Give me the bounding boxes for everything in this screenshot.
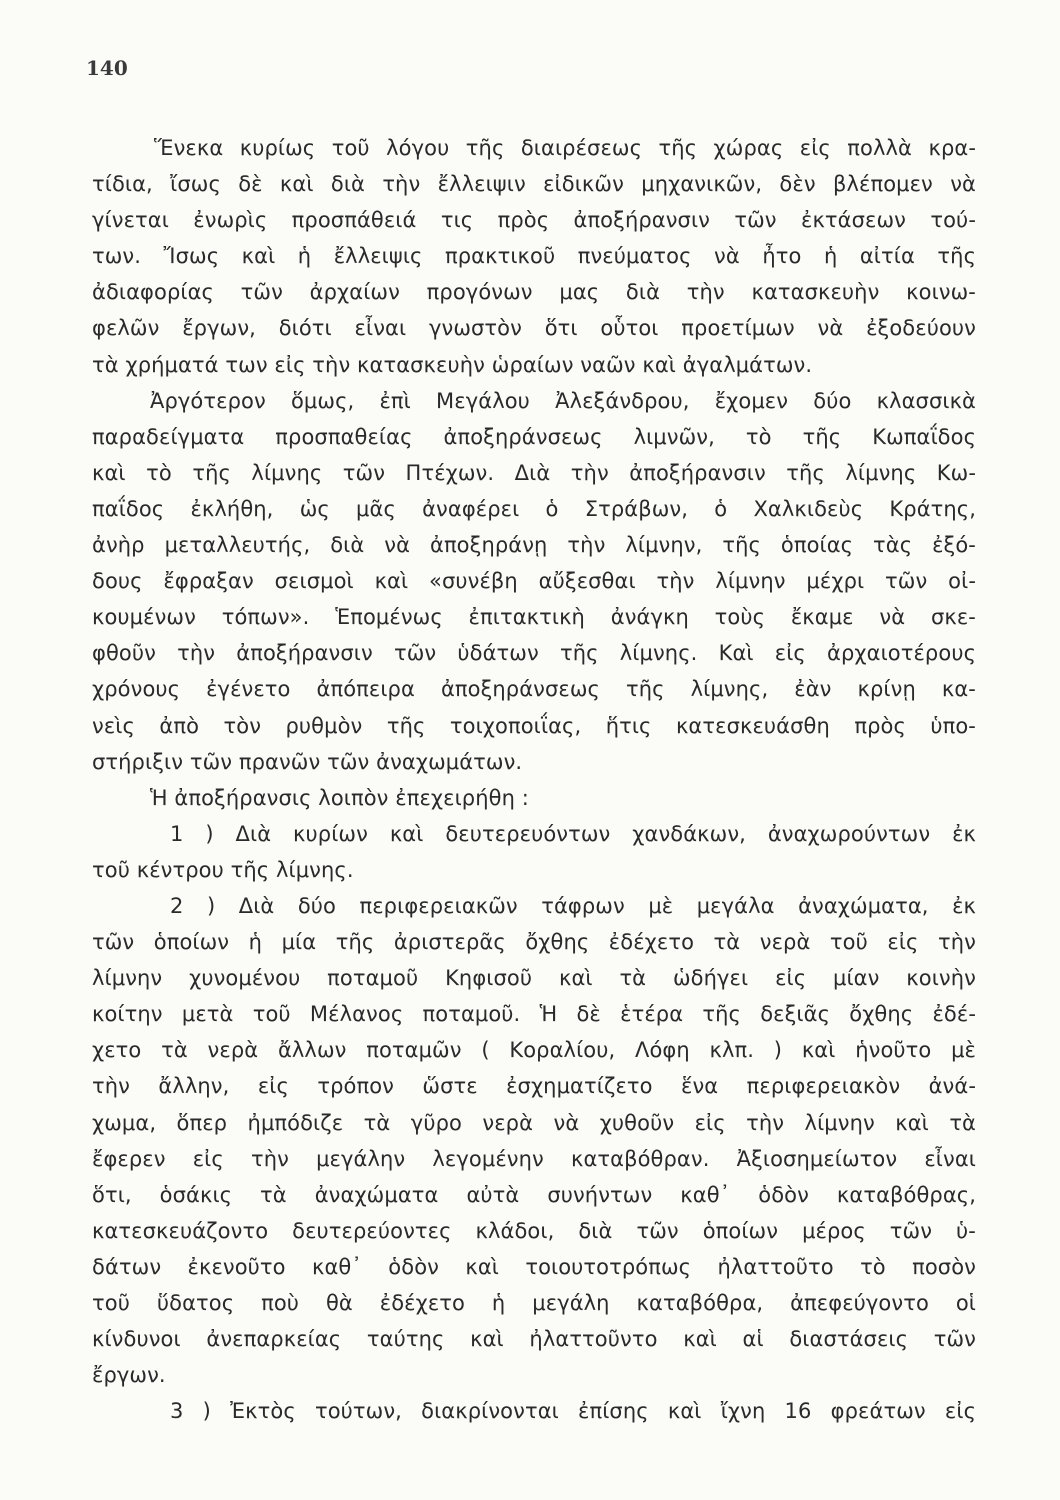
text-line: δάτων ἐκενοῦτο καθ᾽ ὁδὸν καὶ τοιουτοτρόπως ἠλαττοῦτο τὸ ποσὸν — [92, 1254, 976, 1279]
text-line: Ἕνεκα κυρίως τοῦ λόγου τῆς διαιρέσεως τῆς χώρας εἰς πολλὰ κρα- — [154, 136, 976, 160]
text-line: κίνδυνοι ἀνεπαρκείας ταύτης καὶ ἠλαττοῦντο καὶ αἱ διαστάσεις τῶν — [92, 1327, 976, 1352]
text-line: τὰ χρήματά των εἰς τὴν κατασκευὴν ὡραίων ναῶν καὶ ἀγαλμάτων. — [92, 352, 813, 377]
text-line: καὶ τὸ τῆς λίμνης τῶν Πτέχων. Διὰ τὴν ἀποξήρανσιν τῆς λίμνης Κω- — [92, 460, 976, 485]
text-line: γίνεται ἐνωρὶς προσπάθειά τις πρὸς ἀποξήρανσιν τῶν ἐκτάσεων τού- — [92, 208, 976, 233]
text-line: δους ἔφραξαν σεισμοὶ καὶ «συνέβη αὔξεσθαι τὴν λίμνην μέχρι τῶν οἰ- — [92, 569, 976, 594]
text-line: ἀδιαφορίας τῶν ἀρχαίων προγόνων μας διὰ τὴν κατασκευὴν κοινω- — [92, 280, 976, 305]
text-line: Ἡ ἀποξήρανσις λοιπὸν ἐπεχειρήθη : — [150, 785, 529, 810]
text-line: ὅτι, ὁσάκις τὰ ἀναχώματα αὐτὰ συνήντων καθ᾽ ὁδὸν καταβόθρας, — [92, 1182, 976, 1207]
text-line: χετο τὰ νερὰ ἄλλων ποταμῶν ( Κοραλίου, Λόφη κλπ. ) καὶ ἡνοῦτο μὲ — [92, 1038, 976, 1063]
text-line: τίδια, ἴσως δὲ καὶ διὰ τὴν ἔλλειψιν εἰδικῶν μηχανικῶν, δὲν βλέπομεν νὰ — [92, 172, 976, 197]
text-line: Ἀργότερον ὅμως, ἐπὶ Μεγάλου Ἀλεξάνδρου, ἔχομεν δύο κλασσικὰ — [150, 388, 976, 413]
text-line: φελῶν ἔργων, διότι εἶναι γνωστὸν ὅτι οὗτοι προετίμων νὰ ἐξοδεύουν — [92, 316, 976, 341]
text-line: χωμα, ὅπερ ἠμπόδιζε τὰ γῦρο νερὰ νὰ χυθοῦν εἰς τὴν λίμνην καὶ τὰ — [92, 1110, 976, 1135]
text-line: ἔφερεν εἰς τὴν μεγάλην λεγομένην καταβόθραν. Ἀξιοσημείωτον εἶναι — [92, 1146, 976, 1171]
text-line: 3 ) Ἐκτὸς τούτων, διακρίνονται ἐπίσης καὶ ἴχνη 16 φρεάτων εἰς — [170, 1399, 976, 1424]
text-line: παραδείγματα προσπαθείας ἀποξηράνσεως λιμνῶν, τὸ τῆς Κωπαΐδος — [92, 424, 976, 449]
text-line: τὴν ἄλλην, εἰς τρόπον ὥστε ἐσχηματίζετο ἕνα περιφερειακὸν ἀνά- — [92, 1074, 976, 1099]
text-line: στήριξιν τῶν πρανῶν τῶν ἀναχωμάτων. — [92, 749, 523, 774]
text-line: τοῦ ὕδατος ποὺ θὰ ἐδέχετο ἡ μεγάλη καταβόθρα, ἀπεφεύγοντο οἱ — [92, 1291, 976, 1315]
text-line: νεὶς ἀπὸ τὸν ρυθμὸν τῆς τοιχοποιΐας, ἥτις κατεσκευάσθη πρὸς ὑπο- — [92, 713, 976, 738]
text-line: τοῦ κέντρου τῆς λίμνης. — [92, 857, 354, 882]
text-line: των. Ἴσως καὶ ἡ ἔλλειψις πρακτικοῦ πνεύματος νὰ ἦτο ἡ αἰτία τῆς — [92, 244, 976, 269]
text-line: 2 ) Διὰ δύο περιφερειακῶν τάφρων μὲ μεγάλα ἀναχώματα, ἐκ — [170, 893, 976, 918]
text-line: φθοῦν τὴν ἀποξήρανσιν τῶν ὑδάτων τῆς λίμνης. Καὶ εἰς ἀρχαιοτέρους — [92, 641, 976, 666]
text-line: παΐδος ἐκλήθη, ὡς μᾶς ἀναφέρει ὁ Στράβων, ὁ Χαλκιδεὺς Κράτης, — [92, 496, 976, 521]
text-line: λίμνην χυνομένου ποταμοῦ Κηφισοῦ καὶ τὰ ὡδήγει εἰς μίαν κοινὴν — [92, 966, 976, 991]
text-line: κοίτην μετὰ τοῦ Μέλανος ποταμοῦ. Ἡ δὲ ἑτέρα τῆς δεξιᾶς ὄχθης ἐδέ- — [92, 1002, 976, 1027]
text-line: κατεσκευάζοντο δευτερεύοντες κλάδοι, διὰ τῶν ὁποίων μέρος τῶν ὑ- — [92, 1218, 976, 1243]
text-line: ἀνὴρ μεταλλευτής, διὰ νὰ ἀποξηράνῃ τὴν λίμνην, τῆς ὁποίας τὰς ἐξό- — [92, 533, 976, 558]
page-number: 140 — [86, 56, 128, 80]
body-text — [92, 130, 976, 1429]
text-line: χρόνους ἐγένετο ἀπόπειρα ἀποξηράνσεως τῆς λίμνης, ἐὰν κρίνῃ κα- — [92, 677, 976, 702]
text-line: τῶν ὁποίων ἡ μία τῆς ἀριστερᾶς ὄχθης ἐδέχετο τὰ νερὰ τοῦ εἰς τὴν — [92, 930, 976, 955]
text-line: κουμένων τόπων». Ἑπομένως ἐπιτακτικὴ ἀνάγκη τοὺς ἔκαμε νὰ σκε- — [92, 605, 976, 630]
text-line: 1 ) Διὰ κυρίων καὶ δευτερευόντων χανδάκων, ἀναχωρούντων ἐκ — [170, 821, 976, 846]
text-line: ἔργων. — [92, 1363, 166, 1388]
